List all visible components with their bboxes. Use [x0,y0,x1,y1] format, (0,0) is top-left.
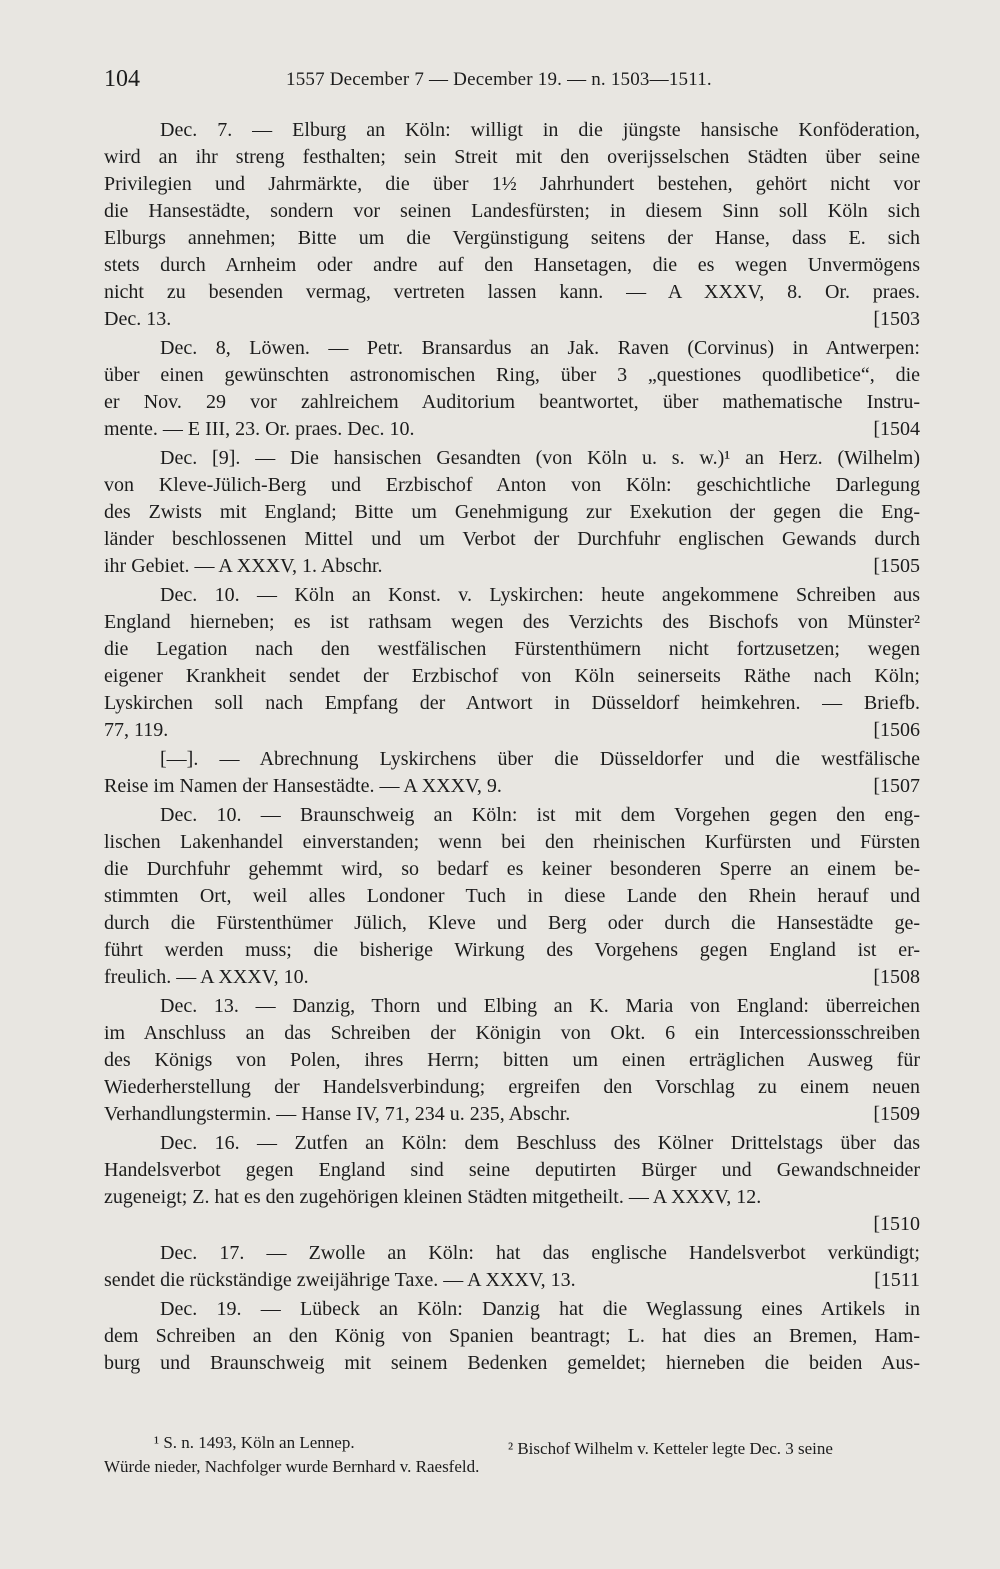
entry-line [104,335,920,362]
entry-text: dem Schreiben an den König von Spanien beantragt; L. hat dies an Bremen, Ham- [104,1325,920,1347]
entry-line [104,144,920,171]
entry-line [104,416,920,443]
entry-text: stimmten Ort, weil alles Londoner Tuch in diese Lande den Rhein herauf und [104,885,920,907]
calendar-entry [104,582,920,744]
entry-line [104,1157,920,1184]
entry-line [104,117,920,144]
entry-text: Dec. 10. — Köln an Konst. v. Lyskirchen: heute angekommene Schreiben aus [160,584,920,606]
entry-line [104,526,920,553]
entry-text: burg und Braunschweig mit seinem Bedenken gemeldet; hierneben die beiden Aus- [104,1352,920,1374]
calendar-entry [104,1296,920,1377]
entry-text: Dec. 13. — Danzig, Thorn und Elbing an K. Maria von England: überreichen [160,995,920,1017]
main-text [104,117,920,1379]
entry-text: die Hansestädte, sondern vor seinen Landesfürsten; in diesem Sinn soll Köln sich [104,200,920,222]
calendar-entry [104,117,920,333]
entry-text: Dec. 10. — Braunschweig an Köln: ist mit dem Vorgehen gegen den eng- [160,804,920,826]
footnote-2-continued: Würde nieder, Nachfolger wurde Bernhard v. Raesfeld. [104,1457,480,1476]
entry-text: sendet die rückständige zweijährige Taxe. — A XXXV, 13. [104,1269,576,1291]
entry-text: des Zwists mit England; Bitte um Genehmigung zur Exekution der gegen die Eng- [104,501,920,523]
entry-line [104,746,920,773]
entry-line [104,1323,920,1350]
entry-text: nicht zu besenden vermag, vertreten lassen kann. — A XXXV, 8. Or. praes. [104,281,920,303]
entry-text: durch die Fürstenthümer Jülich, Kleve und Berg oder durch die Hansestädte ge- [104,912,920,934]
entry-text: Handelsverbot gegen England sind seine deputirten Bürger und Gewandschneider [104,1159,920,1181]
entry-line [104,856,920,883]
footnote-2: ² Bischof Wilhelm v. Ketteler legte Dec. 3 seine [508,1439,833,1458]
entry-text: Reise im Namen der Hansestädte. — A XXXV, 9. [104,775,502,797]
entry-number: [1508 [873,966,920,988]
entry-text: länder beschlossenen Mittel und um Verbot der Durchfuhr englischen Gewands durch [104,528,920,550]
entry-text: Dec. 17. — Zwolle an Köln: hat das englische Handelsverbot verkündigt; [160,1242,920,1264]
entry-text: Dec. 13. [104,308,172,330]
entry-number: [1510 [873,1213,920,1235]
entry-text: Privilegien und Jahrmärkte, die über 1½ Jahrhundert bestehen, gehört nicht vor [104,173,920,195]
entry-line [104,636,920,663]
entry-number: [1511 [874,1269,920,1291]
entry-line [104,993,920,1020]
entry-line [104,1184,920,1211]
entry-text: Lyskirchen soll nach Empfang der Antwort in Düsseldorf heimkehren. — Briefb. [104,692,920,714]
entry-line [104,1020,920,1047]
calendar-entry [104,1130,920,1238]
entry-line [104,937,920,964]
entry-line [104,773,920,800]
entry-number: [1506 [873,719,920,741]
entry-number-line [104,1211,920,1238]
entry-text: von Kleve-Jülich-Berg und Erzbischof Anton von Köln: geschichtliche Darlegung [104,474,920,496]
entry-text: Elburgs annehmen; Bitte um die Vergünstigung seitens der Hanse, dass E. sich [104,227,920,249]
entry-line [104,1074,920,1101]
entry-line [104,389,920,416]
entry-text: [—]. — Abrechnung Lyskirchens über die Düsseldorfer und die westfälische [160,748,920,770]
entry-text: im Anschluss an das Schreiben der Königin von Okt. 6 ein Intercessionsschreiben [104,1022,920,1044]
entry-line [104,1101,920,1128]
entry-text: England hierneben; es ist rathsam wegen des Verzichts des Bischofs von Münster² [104,611,920,633]
entry-line [104,582,920,609]
entry-text: Dec. [9]. — Die hansischen Gesandten (von Köln u. s. w.)¹ an Herz. (Wilhelm) [160,447,920,469]
entry-line [104,1240,920,1267]
entry-number: [1507 [873,775,920,797]
entry-line [104,802,920,829]
entry-text: Dec. 8, Löwen. — Petr. Bransardus an Jak. Raven (Corvinus) in Antwerpen: [160,337,920,359]
entry-text: die Durchfuhr gehemmt wird, so bedarf es keiner besonderen Sperre an einem be- [104,858,920,880]
entry-number: [1509 [873,1103,920,1125]
running-head: 1557 December 7 — December 19. — n. 1503—1511. [286,69,712,90]
entry-text: er Nov. 29 vor zahlreichem Auditorium beantwortet, über mathematische Instru- [104,391,920,413]
entry-line [104,499,920,526]
entry-text: Dec. 16. — Zutfen an Köln: dem Beschluss des Kölner Drittelstags über das [160,1132,920,1154]
calendar-entry [104,445,920,580]
entry-text: mente. — E III, 23. Or. praes. Dec. 10. [104,418,415,440]
entry-text: lischen Lakenhandel einverstanden; wenn bei den rheinischen Kurfürsten und Fürsten [104,831,920,853]
entry-line [104,252,920,279]
entry-text: wird an ihr streng festhalten; sein Streit mit den overijsselschen Städten über seine [104,146,920,168]
entry-line [104,609,920,636]
entry-text: die Legation nach den westfälischen Fürstenthümern nicht fortzusetzen; wegen [104,638,920,660]
entry-line [104,829,920,856]
entry-line [104,225,920,252]
entry-number: [1505 [873,555,920,577]
footnote-1: ¹ S. n. 1493, Köln an Lennep. [154,1433,355,1452]
entry-text: über einen gewünschten astronomischen Ring, über 3 „questiones quodlibetice“, die [104,364,920,386]
calendar-entry [104,335,920,443]
entry-text: freulich. — A XXXV, 10. [104,966,309,988]
entry-line [104,910,920,937]
entry-line [104,362,920,389]
entry-number: [1504 [873,418,920,440]
calendar-entry [104,746,920,800]
entry-text: Dec. 19. — Lübeck an Köln: Danzig hat die Weglassung eines Artikels in [160,1298,920,1320]
entry-line [104,553,920,580]
entry-line [104,883,920,910]
calendar-entry [104,1240,920,1294]
entry-line [104,663,920,690]
entry-line [104,445,920,472]
entry-line [104,171,920,198]
page-number: 104 [104,66,140,92]
calendar-entry [104,993,920,1128]
calendar-entry [104,802,920,991]
entry-line [104,1267,920,1294]
entry-line [104,198,920,225]
page-header [104,66,924,100]
entry-text: ihr Gebiet. — A XXXV, 1. Abschr. [104,555,383,577]
entry-text: stets durch Arnheim oder andre auf den Hansetagen, die es wegen Unvermögens [104,254,920,276]
entry-text: Verhandlungstermin. — Hanse IV, 71, 234 u. 235, Abschr. [104,1103,571,1125]
entry-line [104,279,920,306]
entry-text: führt werden muss; die bisherige Wirkung des Vorgehens gegen England ist er- [104,939,920,961]
entry-line [104,1130,920,1157]
entry-text: zugeneigt; Z. hat es den zugehörigen kleinen Städten mitgetheilt. — A XXXV, 12. [104,1186,762,1208]
entry-text: Dec. 7. — Elburg an Köln: willigt in die jüngste hansische Konföderation, [160,119,920,141]
entry-line [104,717,920,744]
entry-text: eigener Krankheit sendet der Erzbischof von Köln seinerseits Räthe nach Köln; [104,665,920,687]
entry-text: des Königs von Polen, ihres Herrn; bitten um einen erträglichen Ausweg für [104,1049,920,1071]
entry-line [104,472,920,499]
entry-line [104,1296,920,1323]
entry-line [104,1047,920,1074]
entry-line [104,1350,920,1377]
entry-line [104,964,920,991]
entry-text: 77, 119. [104,719,169,741]
entry-number: [1503 [873,308,920,330]
entry-line [104,690,920,717]
entry-text: Wiederherstellung der Handelsverbindung; ergreifen den Vorschlag zu einem neuen [104,1076,920,1098]
entry-line [104,306,920,333]
